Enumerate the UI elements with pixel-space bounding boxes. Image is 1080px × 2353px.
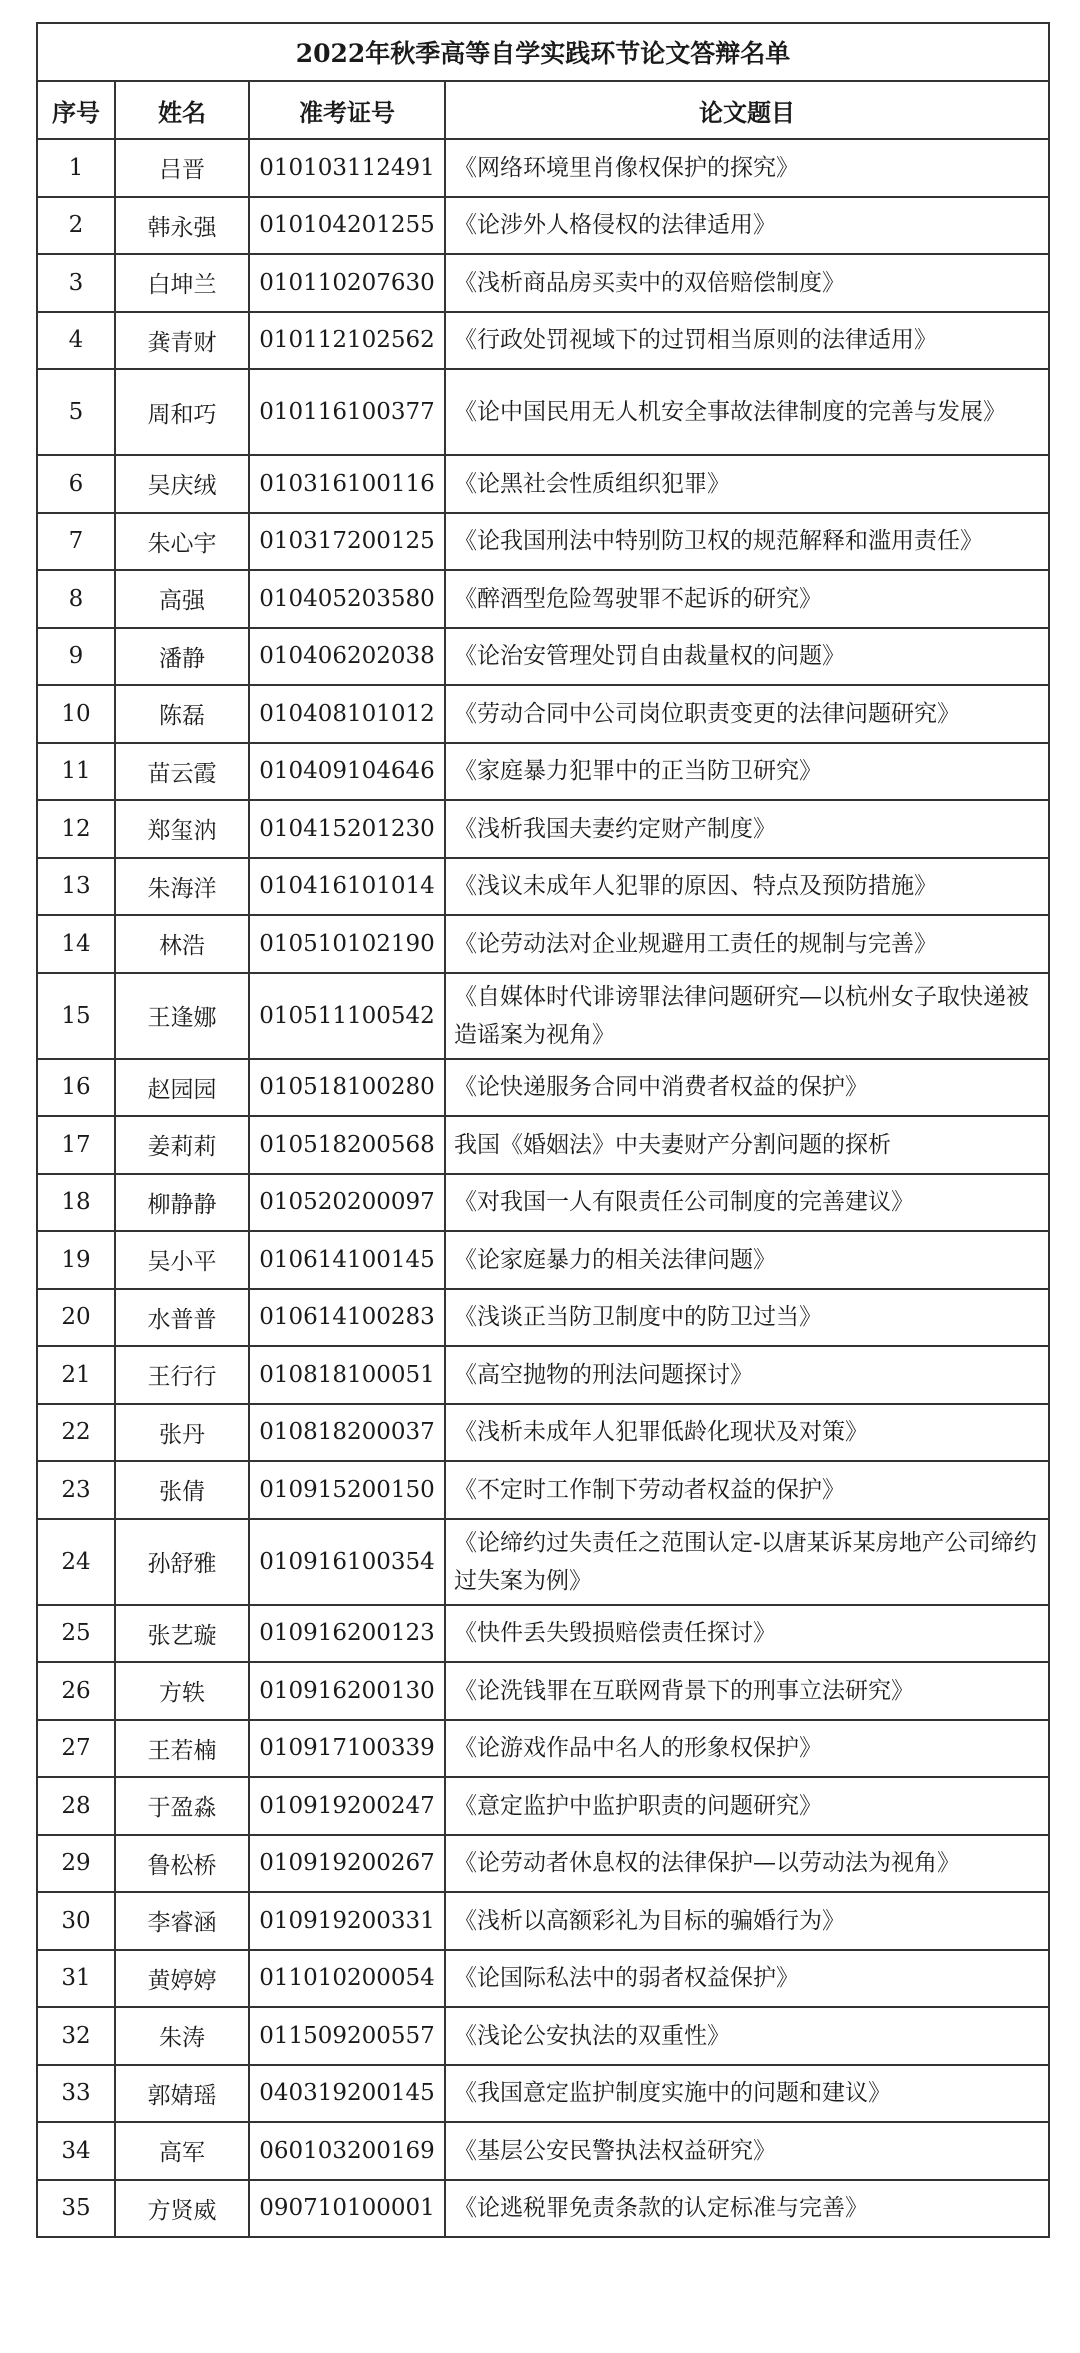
table-row [37, 1519, 1049, 1605]
title-row [37, 23, 1049, 81]
row-exam-id: 010406202038 [249, 628, 445, 686]
row-topic: 《浅析商品房买卖中的双倍赔偿制度》 [445, 254, 1049, 312]
row-name: 赵园园 [115, 1059, 249, 1117]
row-name: 龚青财 [115, 312, 249, 370]
row-topic: 《家庭暴力犯罪中的正当防卫研究》 [445, 743, 1049, 801]
table-row [37, 1662, 1049, 1720]
header-seq: 序号 [37, 81, 115, 139]
table-row [37, 628, 1049, 686]
row-topic: 《论治安管理处罚自由裁量权的问题》 [445, 628, 1049, 686]
row-seq: 21 [37, 1346, 115, 1404]
row-exam-id: 040319200145 [249, 2065, 445, 2123]
row-name: 韩永强 [115, 197, 249, 255]
row-exam-id: 011010200054 [249, 1950, 445, 2008]
row-topic: 《论涉外人格侵权的法律适用》 [445, 197, 1049, 255]
row-name: 郭婧瑶 [115, 2065, 249, 2123]
row-name: 王逢娜 [115, 973, 249, 1059]
row-name: 吴小平 [115, 1231, 249, 1289]
row-seq: 16 [37, 1059, 115, 1117]
row-name: 张丹 [115, 1404, 249, 1462]
row-name: 高军 [115, 2122, 249, 2180]
table-row [37, 2122, 1049, 2180]
row-name: 吴庆绒 [115, 455, 249, 513]
document-title: 2022年秋季高等自学实践环节论文答辩名单 [37, 23, 1049, 81]
table-row [37, 1116, 1049, 1174]
table-row [37, 570, 1049, 628]
header-topic: 论文题目 [445, 81, 1049, 139]
table-row [37, 1605, 1049, 1663]
row-exam-id: 010917100339 [249, 1720, 445, 1778]
row-name: 王行行 [115, 1346, 249, 1404]
document-sheet [36, 22, 1048, 2238]
table-row [37, 800, 1049, 858]
row-topic: 《我国意定监护制度实施中的问题和建议》 [445, 2065, 1049, 2123]
row-name: 姜莉莉 [115, 1116, 249, 1174]
row-exam-id: 010316100116 [249, 455, 445, 513]
row-seq: 23 [37, 1461, 115, 1519]
row-seq: 6 [37, 455, 115, 513]
row-exam-id: 010518200568 [249, 1116, 445, 1174]
row-seq: 9 [37, 628, 115, 686]
row-seq: 31 [37, 1950, 115, 2008]
row-name: 苗云霞 [115, 743, 249, 801]
table-row [37, 312, 1049, 370]
table-row [37, 973, 1049, 1059]
table-row [37, 254, 1049, 312]
row-name: 郑玺汭 [115, 800, 249, 858]
row-topic: 《浅析以高额彩礼为目标的骗婚行为》 [445, 1892, 1049, 1950]
defense-list-table [36, 22, 1050, 2238]
table-row [37, 1404, 1049, 1462]
table-row [37, 2180, 1049, 2238]
row-seq: 4 [37, 312, 115, 370]
table-row [37, 197, 1049, 255]
row-name: 水普普 [115, 1289, 249, 1347]
row-name: 高强 [115, 570, 249, 628]
row-name: 张倩 [115, 1461, 249, 1519]
row-name: 朱涛 [115, 2007, 249, 2065]
row-exam-id: 010916200123 [249, 1605, 445, 1663]
row-topic: 《高空抛物的刑法问题探讨》 [445, 1346, 1049, 1404]
row-seq: 13 [37, 858, 115, 916]
row-exam-id: 010110207630 [249, 254, 445, 312]
table-row [37, 455, 1049, 513]
row-exam-id: 010103112491 [249, 139, 445, 197]
row-topic: 《意定监护中监护职责的问题研究》 [445, 1777, 1049, 1835]
table-row [37, 1777, 1049, 1835]
table-row [37, 513, 1049, 571]
row-topic: 《浅析未成年人犯罪低龄化现状及对策》 [445, 1404, 1049, 1462]
row-exam-id: 010510102190 [249, 915, 445, 973]
row-seq: 32 [37, 2007, 115, 2065]
row-seq: 22 [37, 1404, 115, 1462]
row-exam-id: 010919200247 [249, 1777, 445, 1835]
row-exam-id: 010919200267 [249, 1835, 445, 1893]
row-topic: 《论逃税罪免责条款的认定标准与完善》 [445, 2180, 1049, 2238]
row-topic: 《自媒体时代诽谤罪法律问题研究—以杭州女子取快递被造谣案为视角》 [445, 973, 1049, 1059]
table-row [37, 1461, 1049, 1519]
row-name: 方轶 [115, 1662, 249, 1720]
table-row [37, 1231, 1049, 1289]
table-row [37, 743, 1049, 801]
row-name: 林浩 [115, 915, 249, 973]
row-exam-id: 010818100051 [249, 1346, 445, 1404]
row-seq: 15 [37, 973, 115, 1059]
row-name: 孙舒雅 [115, 1519, 249, 1605]
row-name: 方贤威 [115, 2180, 249, 2238]
row-seq: 35 [37, 2180, 115, 2238]
header-row [37, 81, 1049, 139]
row-topic: 《论缔约过失责任之范围认定-以唐某诉某房地产公司缔约过失案为例》 [445, 1519, 1049, 1605]
row-seq: 17 [37, 1116, 115, 1174]
row-seq: 11 [37, 743, 115, 801]
row-topic: 《浅议未成年人犯罪的原因、特点及预防措施》 [445, 858, 1049, 916]
row-topic: 《论洗钱罪在互联网背景下的刑事立法研究》 [445, 1662, 1049, 1720]
table-row [37, 2007, 1049, 2065]
row-exam-id: 010104201255 [249, 197, 445, 255]
row-topic: 《网络环境里肖像权保护的探究》 [445, 139, 1049, 197]
table-row [37, 139, 1049, 197]
row-name: 朱心宇 [115, 513, 249, 571]
table-row [37, 1059, 1049, 1117]
table-row [37, 1289, 1049, 1347]
row-seq: 25 [37, 1605, 115, 1663]
row-seq: 27 [37, 1720, 115, 1778]
row-topic: 《劳动合同中公司岗位职责变更的法律问题研究》 [445, 685, 1049, 743]
table-row [37, 1950, 1049, 2008]
row-topic: 《论劳动法对企业规避用工责任的规制与完善》 [445, 915, 1049, 973]
row-name: 柳静静 [115, 1174, 249, 1232]
row-exam-id: 010818200037 [249, 1404, 445, 1462]
header-exam-id: 准考证号 [249, 81, 445, 139]
row-exam-id: 010915200150 [249, 1461, 445, 1519]
row-seq: 26 [37, 1662, 115, 1720]
row-exam-id: 011509200557 [249, 2007, 445, 2065]
row-topic: 《论游戏作品中名人的形象权保护》 [445, 1720, 1049, 1778]
row-exam-id: 010520200097 [249, 1174, 445, 1232]
row-topic: 《浅论公安执法的双重性》 [445, 2007, 1049, 2065]
row-topic: 《基层公安民警执法权益研究》 [445, 2122, 1049, 2180]
row-name: 王若楠 [115, 1720, 249, 1778]
row-seq: 2 [37, 197, 115, 255]
table-row [37, 685, 1049, 743]
row-exam-id: 010416101014 [249, 858, 445, 916]
row-exam-id: 010916200130 [249, 1662, 445, 1720]
row-seq: 28 [37, 1777, 115, 1835]
row-seq: 20 [37, 1289, 115, 1347]
row-exam-id: 010112102562 [249, 312, 445, 370]
row-topic: 《论家庭暴力的相关法律问题》 [445, 1231, 1049, 1289]
row-topic: 《论中国民用无人机安全事故法律制度的完善与发展》 [445, 369, 1049, 455]
row-seq: 18 [37, 1174, 115, 1232]
row-exam-id: 010405203580 [249, 570, 445, 628]
table-row [37, 1346, 1049, 1404]
row-exam-id: 010511100542 [249, 973, 445, 1059]
row-topic: 《对我国一人有限责任公司制度的完善建议》 [445, 1174, 1049, 1232]
row-name: 朱海洋 [115, 858, 249, 916]
row-seq: 30 [37, 1892, 115, 1950]
table-row [37, 1174, 1049, 1232]
row-exam-id: 010317200125 [249, 513, 445, 571]
table-row [37, 369, 1049, 455]
row-seq: 1 [37, 139, 115, 197]
row-topic: 《浅析我国夫妻约定财产制度》 [445, 800, 1049, 858]
row-name: 李睿涵 [115, 1892, 249, 1950]
row-topic: 《论劳动者休息权的法律保护—以劳动法为视角》 [445, 1835, 1049, 1893]
row-seq: 8 [37, 570, 115, 628]
table-row [37, 1720, 1049, 1778]
row-name: 黄婷婷 [115, 1950, 249, 2008]
table-row [37, 915, 1049, 973]
row-name: 鲁松桥 [115, 1835, 249, 1893]
table-row [37, 858, 1049, 916]
row-topic: 《论国际私法中的弱者权益保护》 [445, 1950, 1049, 2008]
row-seq: 33 [37, 2065, 115, 2123]
row-topic: 《不定时工作制下劳动者权益的保护》 [445, 1461, 1049, 1519]
row-topic: 《论黑社会性质组织犯罪》 [445, 455, 1049, 513]
row-exam-id: 060103200169 [249, 2122, 445, 2180]
row-seq: 29 [37, 1835, 115, 1893]
row-name: 潘静 [115, 628, 249, 686]
row-name: 吕晋 [115, 139, 249, 197]
row-name: 白坤兰 [115, 254, 249, 312]
row-seq: 7 [37, 513, 115, 571]
row-seq: 19 [37, 1231, 115, 1289]
row-topic: 《浅谈正当防卫制度中的防卫过当》 [445, 1289, 1049, 1347]
row-topic: 《行政处罚视域下的过罚相当原则的法律适用》 [445, 312, 1049, 370]
row-seq: 12 [37, 800, 115, 858]
row-topic: 我国《婚姻法》中夫妻财产分割问题的探析 [445, 1116, 1049, 1174]
row-seq: 3 [37, 254, 115, 312]
row-exam-id: 010415201230 [249, 800, 445, 858]
row-exam-id: 010116100377 [249, 369, 445, 455]
header-name: 姓名 [115, 81, 249, 139]
row-topic: 《论我国刑法中特别防卫权的规范解释和滥用责任》 [445, 513, 1049, 571]
row-name: 周和巧 [115, 369, 249, 455]
row-exam-id: 010409104646 [249, 743, 445, 801]
row-seq: 24 [37, 1519, 115, 1605]
row-name: 于盈淼 [115, 1777, 249, 1835]
row-seq: 10 [37, 685, 115, 743]
row-seq: 5 [37, 369, 115, 455]
row-exam-id: 010518100280 [249, 1059, 445, 1117]
table-row [37, 1892, 1049, 1950]
row-exam-id: 010408101012 [249, 685, 445, 743]
row-exam-id: 010919200331 [249, 1892, 445, 1950]
row-seq: 34 [37, 2122, 115, 2180]
row-exam-id: 010614100283 [249, 1289, 445, 1347]
row-topic: 《快件丢失毁损赔偿责任探讨》 [445, 1605, 1049, 1663]
table-row [37, 1835, 1049, 1893]
table-row [37, 2065, 1049, 2123]
row-topic: 《论快递服务合同中消费者权益的保护》 [445, 1059, 1049, 1117]
row-exam-id: 090710100001 [249, 2180, 445, 2238]
row-seq: 14 [37, 915, 115, 973]
row-exam-id: 010916100354 [249, 1519, 445, 1605]
row-exam-id: 010614100145 [249, 1231, 445, 1289]
row-topic: 《醉酒型危险驾驶罪不起诉的研究》 [445, 570, 1049, 628]
row-name: 张艺璇 [115, 1605, 249, 1663]
row-name: 陈磊 [115, 685, 249, 743]
